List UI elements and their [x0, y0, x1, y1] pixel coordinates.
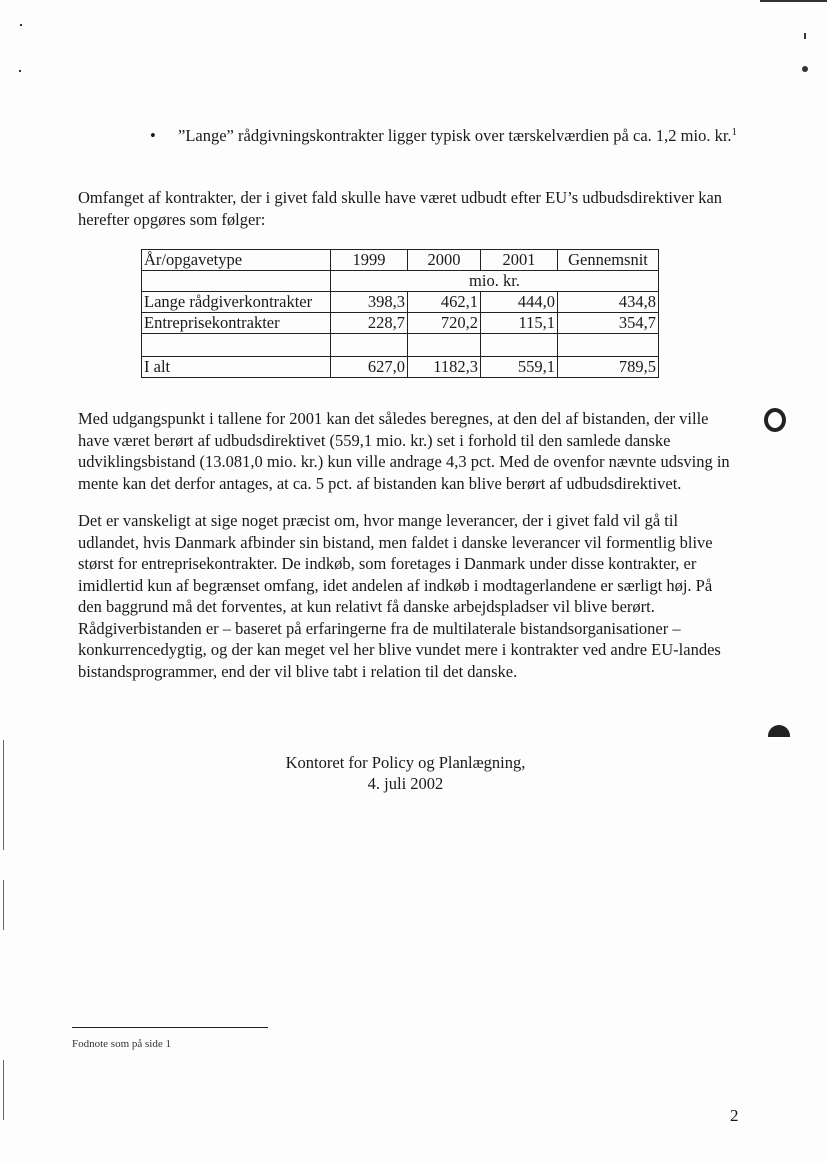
table-cell [558, 334, 659, 357]
bullet-text-body: ”Lange” rådgivningskontrakter ligger typisk over tærskelværdien på ca. 1,2 mio. kr. [178, 126, 732, 145]
paragraph-share-estimate: Med udgangspunkt i tallene for 2001 kan det således beregnes, at den del af bistanden, der ville have været berørt af udbudsdirektivet (559,1 mio. kr.) set i forhold til den samlede danske udviklingsbistand (13.081,0 mio. kr.) kun ville andrage 4,3 pct. Med de ovenfor nævnte udsving in mente kan det derfor antages, at ca. 5 pct. af bistanden kan blive berørt af udbudsdirektivet. [78, 409, 730, 493]
table-cell: 444,0 [481, 292, 558, 313]
footnote-text: Fodnote som på side 1 [72, 1038, 171, 1050]
paragraph-deliveries: Det er vanskeligt at sige noget præcist om, hvor mange leverancer, der i givet fald vil gå til udlandet, hvis Danmark afbinder sin bistand, men faldet i danske leverancer vil formentlig blive størst for entreprisekontrakter. De indkøb, som foretages i Danmark under disse kontrakter, er imidlertid kun af begrænset omfang, idet andelen af indkøb i modtagerlandene er særligt høj. På den baggrund må det forventes, at kun relativt få danske arbejdspladser vil blive berørt. Rådgiverbistanden er – baseret på erfaringerne fra de multilaterale bistandsorganisationer – konkurrencedygtig, og der kan meget vel her blive vundet mere i kontrakter ved andre EU-landes bistandsprogrammer, end der vil blive tabt i relation til det danske. [78, 511, 721, 681]
table-cell: 559,1 [481, 357, 558, 378]
table-unit-cell: mio. kr. [331, 271, 659, 292]
signature-office: Kontoret for Policy og Planlægning, [285, 753, 526, 772]
table-cell: 789,5 [558, 357, 659, 378]
footnote-ref: 1 [731, 126, 738, 138]
scan-mark [20, 24, 22, 26]
scan-mark [3, 1060, 4, 1120]
scan-mark [19, 70, 21, 72]
table-cell: 720,2 [408, 313, 481, 334]
table-total-row [142, 357, 659, 378]
table-header-cell: 1999 [331, 250, 408, 271]
table-header-cell: 2001 [481, 250, 558, 271]
table-header-cell: 2000 [408, 250, 481, 271]
table-cell: I alt [142, 357, 331, 378]
table-unit-row [142, 271, 659, 292]
table-header-cell: Gennemsnit [558, 250, 659, 271]
page-number: 2 [730, 1106, 739, 1125]
table-cell: Entreprisekontrakter [142, 313, 331, 334]
table-cell: 228,7 [331, 313, 408, 334]
contracts-table [141, 249, 659, 378]
table-cell [142, 334, 331, 357]
bullet-symbol: • [150, 126, 156, 145]
scan-mark [802, 66, 808, 72]
scan-mark [3, 880, 4, 930]
signature-block [0, 752, 827, 794]
table-cell: Lange rådgiverkontrakter [142, 292, 331, 313]
table-cell: 1182,3 [408, 357, 481, 378]
table-cell: 627,0 [331, 357, 408, 378]
scan-mark [804, 33, 806, 39]
table-blank-row [142, 334, 659, 357]
table-cell: 434,8 [558, 292, 659, 313]
table-cell: 354,7 [558, 313, 659, 334]
table-header-cell: År/opgavetype [142, 250, 331, 271]
table-row [142, 292, 659, 313]
binder-hole [768, 725, 790, 737]
table-header-row [142, 250, 659, 271]
table-cell: 115,1 [481, 313, 558, 334]
footnote-divider [72, 1027, 268, 1028]
table-row [142, 313, 659, 334]
table-cell: 462,1 [408, 292, 481, 313]
binder-hole [764, 408, 786, 432]
bullet-text [178, 126, 738, 146]
table-cell [481, 334, 558, 357]
intro-paragraph: Omfanget af kontrakter, der i givet fald skulle have været udbudt efter EU’s udbudsdirektiver kan herefter opgøres som følger: [78, 188, 723, 229]
signature-date: 4. juli 2002 [367, 774, 444, 793]
table-cell [408, 334, 481, 357]
table-cell [331, 334, 408, 357]
table-cell [142, 271, 331, 292]
scan-mark [760, 0, 827, 2]
table-cell: 398,3 [331, 292, 408, 313]
